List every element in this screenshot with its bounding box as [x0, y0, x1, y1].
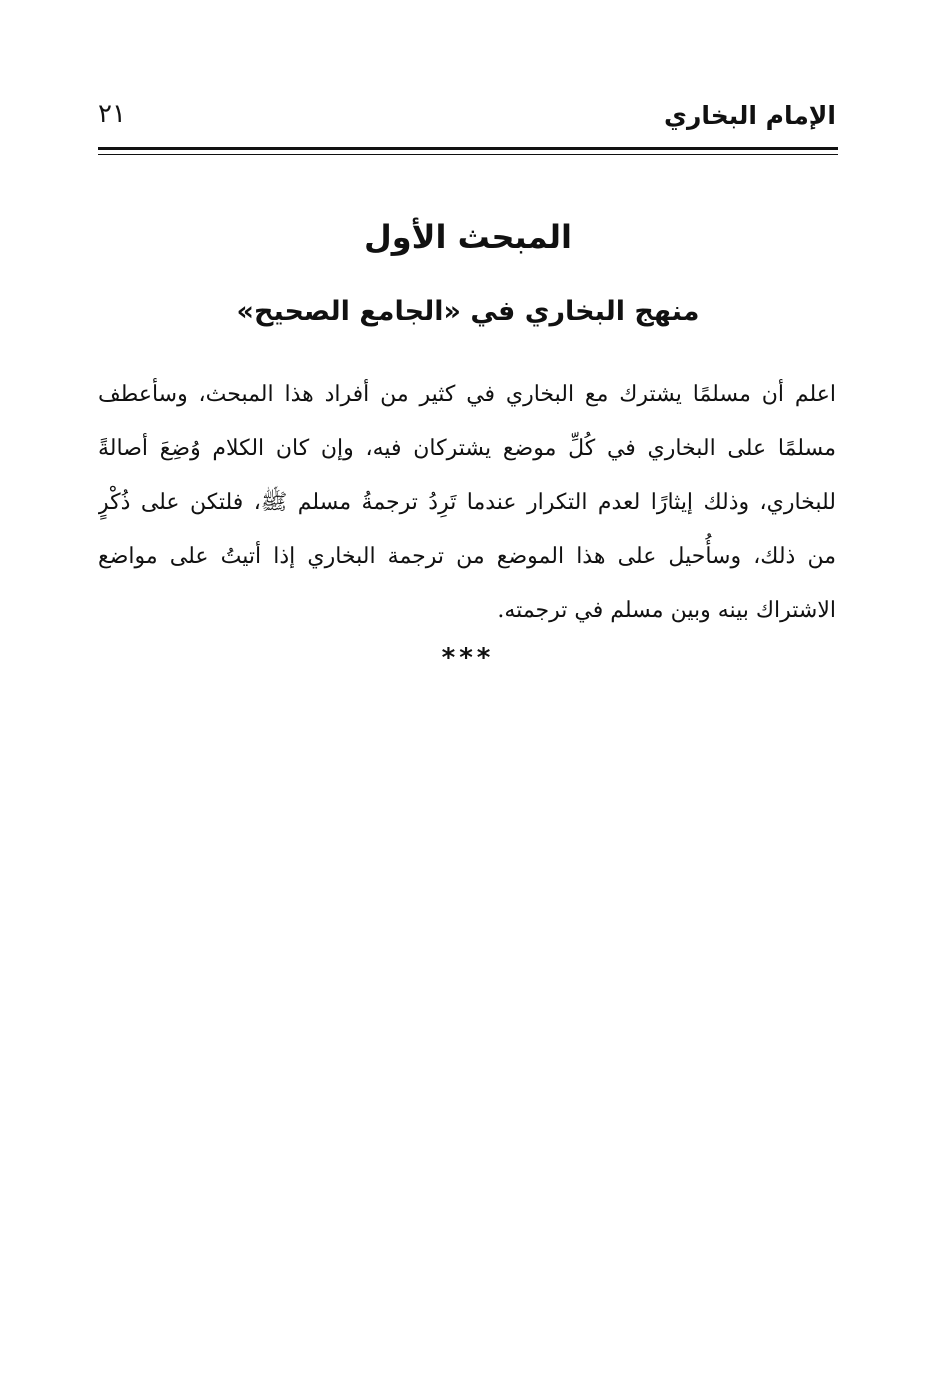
header-rule-thin [98, 154, 838, 155]
section-subtitle: منهج البخاري في «الجامع الصحيح» [236, 296, 700, 327]
body-line: من ذلك، وسأُحيل على هذا الموضع من ترجمة البخاري إذا أتيتُ على مواضع [98, 544, 836, 569]
body-line: الاشتراك بينه وبين مسلم في ترجمته. [497, 598, 836, 623]
body-paragraph [98, 368, 836, 638]
running-title: الإمام البخاري [664, 101, 836, 130]
page-number: ٢١ [98, 99, 126, 129]
page-header [98, 92, 836, 142]
section-separator: *** [441, 643, 495, 673]
body-line: للبخاري، وذلك إيثارًا لعدم التكرار عندما تَرِدُ ترجمةُ مسلم ﷺ، فلتكن على ذُكْرٍ [98, 490, 836, 515]
section-title: المبحث الأول [363, 218, 573, 256]
body-line: مسلمًا على البخاري في كُلِّ موضع يشتركان فيه، وإن كان الكلام وُضِعَ أصالةً [98, 436, 836, 461]
header-rule-thick [98, 147, 838, 150]
body-line: اعلم أن مسلمًا يشترك مع البخاري في كثير من أفراد هذا المبحث، وسأعطف [98, 382, 836, 407]
